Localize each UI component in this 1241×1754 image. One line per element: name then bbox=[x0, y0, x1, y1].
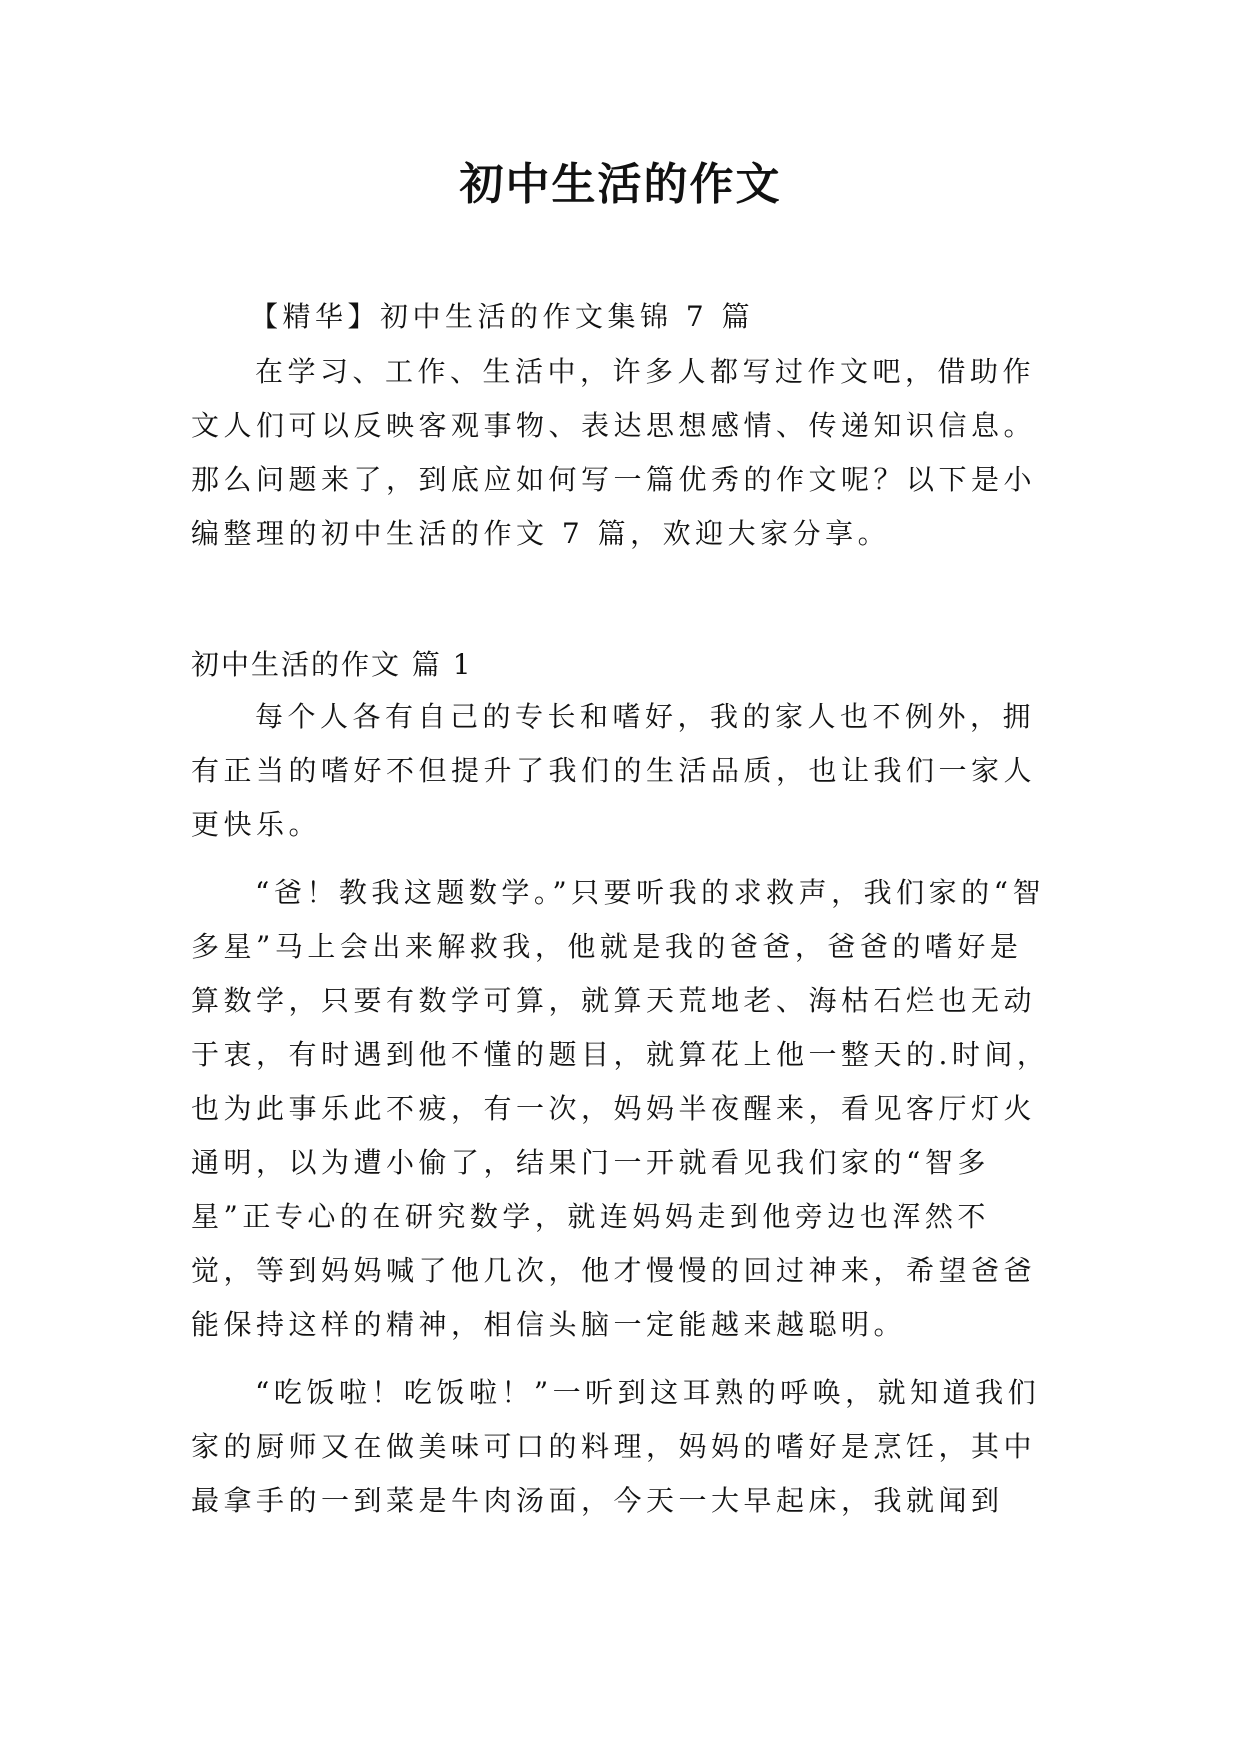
paragraph: “吃饭啦！吃饭啦！”一听到这耳熟的呼唤，就知道我们家的厨师又在做美味可口的料理，妈妈的嗜好是烹饪，其中最拿手的一到菜是牛肉汤面，今天一大早起床，我就闻到 bbox=[191, 1376, 1041, 1517]
document-title: 初中生活的作文 bbox=[459, 159, 782, 210]
document-subtitle: 【精华】初中生活的作文集锦 7 篇 bbox=[250, 300, 755, 333]
paragraph: “爸！教我这题数学。”只要听我的求救声，我们家的“智多星”马上会出来解救我，他就是我的爸爸，爸爸的嗜好是算数学，只要有数学可算，就算天荒地老、海枯石烂也无动于衷，有时遇到他不懂的题目，就算花上他一整天的.时间，也为此事乐此不疲，有一次，妈妈半夜醒来，看见客厅灯火通明，以为遭小偷了，结果门一开就看见我们家的“智多星”正专心的在研究数学，就连妈妈走到他旁边也浑然不觉，等到妈妈喊了他几次，他才慢慢的回过神来，希望爸爸能保持这样的精神，相信头脑一定能越来越聪明。 bbox=[191, 876, 1050, 1341]
section-heading: 初中生活的作文 篇 1 bbox=[191, 648, 473, 681]
paragraph: 每个人各有自己的专长和嗜好，我的家人也不例外，拥有正当的嗜好不但提升了我们的生活品质，也让我们一家人更快乐。 bbox=[191, 700, 1037, 841]
intro-paragraph: 在学习、工作、生活中，许多人都写过作文吧，借助作文人们可以反映客观事物、表达思想感情、传递知识信息。那么问题来了，到底应如何写一篇优秀的作文呢？以下是小编整理的初中生活的作文 7 篇，欢迎大家分享。 bbox=[191, 355, 1037, 550]
section-body bbox=[191, 690, 1051, 1528]
